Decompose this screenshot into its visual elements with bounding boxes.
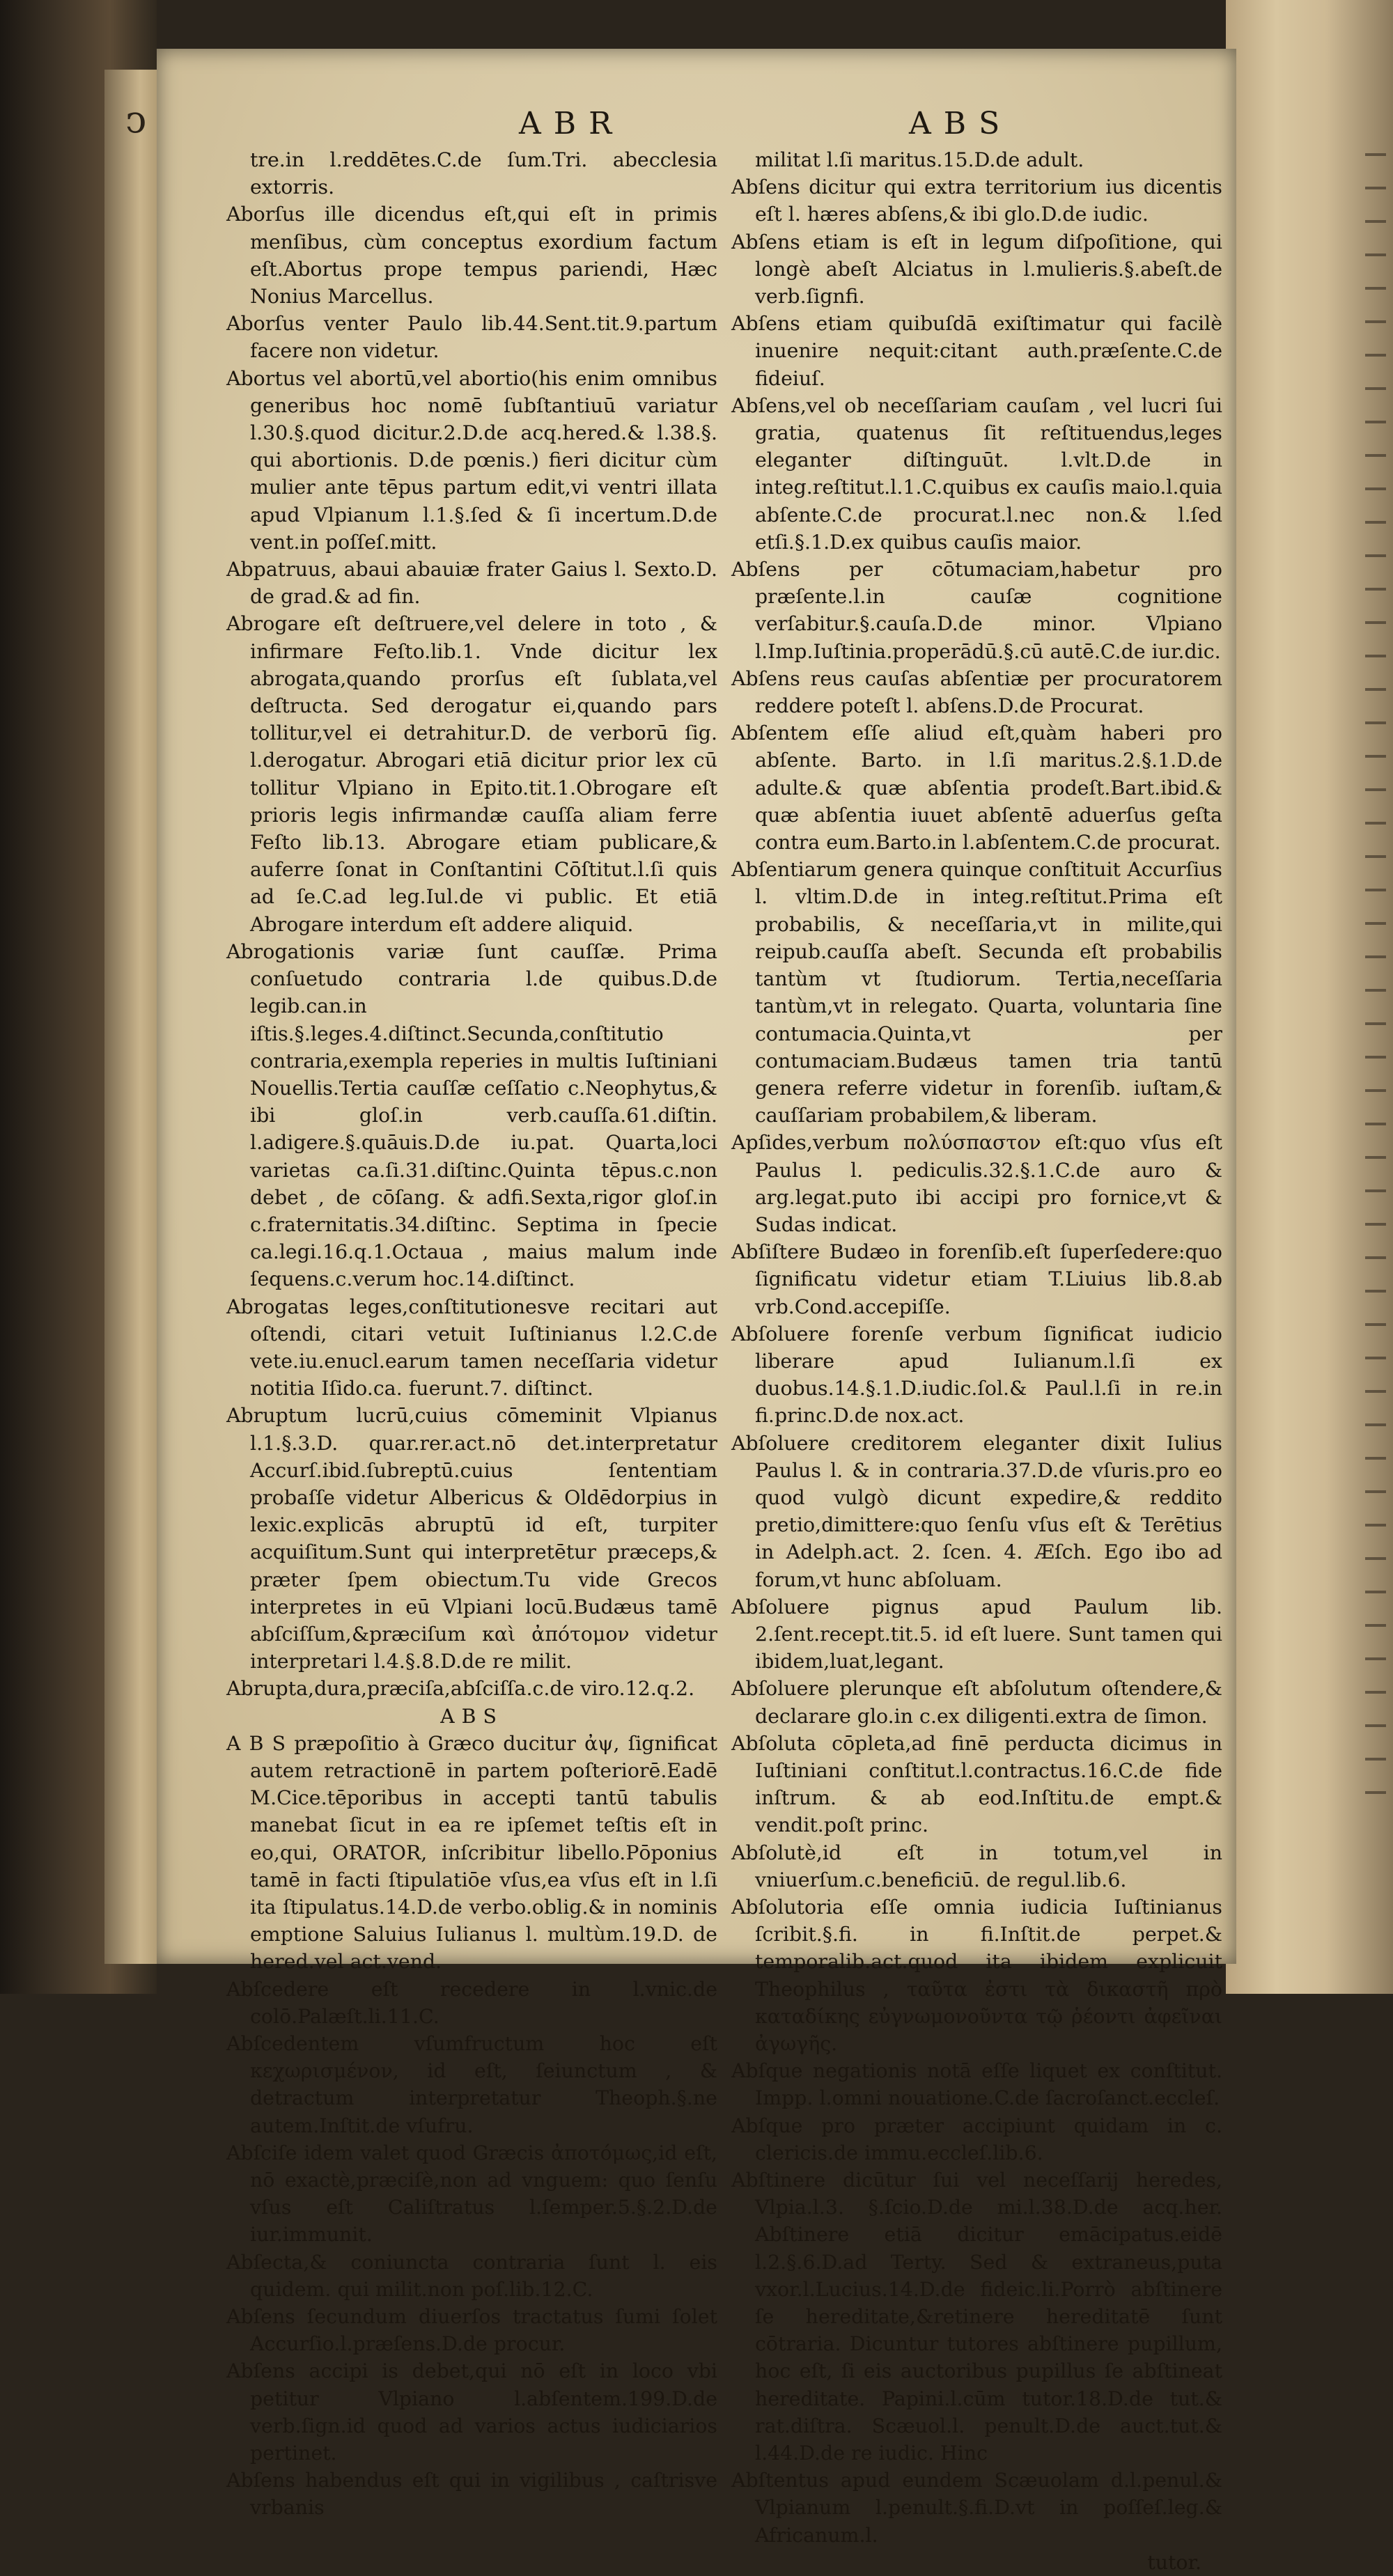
dictionary-entry: Abſens etiam is eſt in legum diſpoſitione, qui longè abeſt Alciatus in l.mulieris.§.abeſt.de verb.ſignfi.: [731, 230, 1222, 309]
dictionary-entry: Abrupta,dura,præciſa,abſciſſa.c.de viro.12.q.2.: [226, 1677, 695, 1701]
dictionary-entry: Abſolutoria eſſe omnia iudicia Iuſtinianus ſcribit.§.fi. in fi.Inſtit.de perpet.& temporalib.act.quod ita ibidem explicuit Theophilus , ταῦτα ἐστι τὰ δικαστῆ πρὸ καταδίκης εὐγνωμονοῦντα τῷ ῥέοντι ἀφεῖναι ἀγωγῆς.: [731, 1896, 1222, 2056]
dictionary-entry: Abrogationis variæ ſunt cauſſæ. Prima conſuetudo contraria l.de quibus.D.de legib.can.in iſtis.§.leges.4.diſtinct.Secunda,conſtitutio contraria,exempla reperies in multis Iuſtiniani Nouellis.Tertia cauſſæ ceſſatio c.Neophytus,& ibi gloſ.in verb.cauſſa.61.diſtin. l.adigere.§.quāuis.D.de iu.pat. Quarta,loci varietas ca.ſi.31.diſtinc.Quinta tēpus.c.non debet , de cōſang. & adfi.Sexta,rigor gloſ.in c.fraternitatis.34.diſtinc. Septima in ſpecie ca.legi.16.q.1.Octaua , maius malum inde ſequens.c.verum hoc.14.diſtinct.: [226, 939, 717, 1291]
previous-page-fragment: ↄ: [125, 97, 147, 141]
section-heading: ABS: [440, 1704, 504, 1728]
running-head-right: ABS: [909, 106, 1013, 141]
dictionary-entry: Abſens per cōtumaciam,habetur pro præſente.l.in cauſæ cognitione verſabitur.§.cauſa.D.de minor. Vlpiano l.Imp.Iuſtinia.properādū.§.cū autē.C.de iur.dic.: [731, 558, 1222, 663]
dictionary-entry: Aborſus venter Paulo lib.44.Sent.tit.9.partum facere non videtur.: [226, 312, 717, 363]
dictionary-entry: Abſtentus apud eundem Scæuolam d.l.penul.& Vlpianum l.penult.§.fi.D.vt in poſſeſ.leg.& Africanum.l.: [731, 2469, 1222, 2547]
dictionary-entry: Abruptum lucrū,cuius cōmeminit Vlpianus l.1.§.3.D. quar.rer.act.nō det.interpretatur Accurſ.ibid.ſubreptū.cuius ſententiam probaſſe videtur Albericus & Oldēdorpius in lexic.explicās abruptū id eſt, turpiter acquiſitum.Sunt qui interpretētur præceps,& præter ſpem obiectum.Tu vide Grecos interpretes in eū Vlpiani locū.Budæus tamē abſciſſum,&præciſum καὶ ἀπότομον videtur interpretari l.4.§.8.D.de re milit.: [226, 1404, 717, 1673]
dictionary-entry: Abſiſtere Budæo in forenſib.eſt ſuperſedere:quo ſignificatu videtur etiam T.Liuius lib.8.ab vrb.Cond.accepiſſe.: [731, 1240, 1222, 1318]
dictionary-entry: Abſciſe idem valet quod Græcis ἀποτόμως,id eſt, nō exactè,præciſè,non ad vnguem: quo ſenſu vſus eſt Caliſtratus l.ſemper.5.§.2.D.de iur.immunit.: [226, 2141, 717, 2247]
dictionary-entry: Abſoluere pignus apud Paulum lib. 2.ſent.recept.tit.5. id eſt luere. Sunt tamen qui ibidem,luat,legant.: [731, 1595, 1222, 1673]
dictionary-entry: Abſtinere dicūtur ſui vel neceſſarij heredes, Vlpia.l.3. §.ſcio.D.de mi.l.38.D.de acq.her. Abſtinere etiā dicitur emācipatus.eidē l.2.§.6.D.ad Terty. Sed & extraneus,puta vxor.l.Lucius.14.D.de fideic.li.Porrò abſtinere ſe hereditate,&retinere hereditatē ſunt cōtraria. Dicuntur tutores abſtinere pupillum, hoc eſt, ſi eis auctoribus pupillus ſe abſtineat hereditate. Papini.l.cūm tutor.18.D.de tut.& rat.diſtra. Scæuol.l. penult.D.de auct.tut.& l.44.D.de re iudic. Hinc: [731, 2169, 1222, 2465]
dictionary-entry: Apſides,verbum πολύσπαστον eſt:quo vſus eſt Paulus l. pediculis.32.§.1.C.de auro & arg.legat.puto ibi accipi pro fornice,vt & Sudas indicat.: [731, 1131, 1222, 1236]
dictionary-entry: Abſque negationis notā eſſe liquet ex conſtitut. Impp. l.omni nouatione.C.de ſacroſanct.eccleſ.: [731, 2059, 1222, 2110]
right-column: [731, 146, 1222, 2576]
left-column: [226, 146, 717, 2522]
dictionary-entry: Abſoluta cōpleta,ad finē perducta dicimus in Iuſtiniani conſtitut.l.contractus.16.C.de fide inſtrum. & ab eod.Inſtitu.de empt.& vendit.poſt princ.: [731, 1731, 1222, 1837]
dictionary-entry: Abſoluere forenſe verbum ſignificat iudicio liberare apud Iulianum.l.ſi ex duobus.14.§.1.D.iudic.ſol.& Paul.l.ſi in re.in fi.princ.D.de nox.act.: [731, 1322, 1222, 1428]
next-pages-edge: [1226, 0, 1393, 1994]
dictionary-entry: Abſens dicitur qui extra territorium ius dicentis eſt l. hæres abſens,& ibi glo.D.de iudic.: [731, 175, 1222, 226]
dictionary-entry: Abſens accipi is debet,qui nō eſt in loco vbi petitur Vlpiano l.abſentem.199.D.de verb.ſign.id quod ad varios actus iudiciarios pertinet.: [226, 2359, 717, 2465]
dictionary-entry: Abſoluere plerunque eſt abſolutum oſtendere,& declarare glo.in c.ex diligenti.extra de ſimon.: [731, 1677, 1222, 1728]
previous-page-edge: [104, 70, 164, 1964]
dictionary-entry: Abortus vel abortū,vel abortio(his enim omnibus generibus hoc nomē ſubſtantiuū variatur l.30.§.quod dicitur.2.D.de acq.hered.& l.38.§. qui abortionis. D.de pœnis.) fieri dicitur cùm mulier ante tēpus partum edit,vi ventri illata apud Vlpianum l.1.§.ſed & ſi incertum.D.de vent.in poſſeſ.mitt.: [226, 366, 717, 554]
dictionary-entry: Abſens,vel ob neceſſariam cauſam , vel lucri ſui gratia, quatenus ſit reſtituendus,leges eleganter diſtinguūt. l.vlt.D.de in integ.reſtitut.l.1.C.quibus ex cauſis maio.l.quia abſente.C.de procurat.l.nec non.& l.ſed etſi.§.1.D.ex quibus cauſis maior.: [731, 393, 1222, 554]
dictionary-entry: Abſens habendus eſt qui in vigilibus , caſtrisve vrbanis: [226, 2469, 717, 2520]
dictionary-entry: Abſecta,& coniuncta contraria ſunt l. eis quidem. qui milit.non poſ.lib.12.C.: [226, 2250, 717, 2301]
dictionary-entry: Abpatruus, abaui abauiæ frater Gaius l. Sexto.D. de grad.& ad fin.: [226, 558, 717, 609]
dictionary-entry: tutor.: [1147, 2550, 1201, 2574]
dictionary-entry: Abſoluere creditorem eleganter dixit Iulius Paulus l. & in contraria.37.D.de vſuris.pro eo quod vulgò dicunt expedire,& reddito pretio,dimittere:quo ſenſu vſus eſt & Terētius in Adelph.act. 2. ſcen. 4. Æſch. Ego ibo ad forum,vt hunc abſoluam.: [731, 1431, 1222, 1591]
page-edge-marks: [1365, 153, 1386, 1825]
dictionary-entry: Abrogare eſt deſtruere,vel delere in toto , & infirmare Feſto.lib.1. Vnde dicitur lex abrogata,quando prorſus eſt ſublata,vel deſtructa. Sed derogatur ei,quando pars tollitur,vel ei detrahitur.D. de verborū ſig. l.derogatur. Abrogari etiā dicitur prior lex cū tollitur Vlpiano in Epito.tit.1.Obrogare eſt prioris legis infirmandæ cauſſa aliam ferre Feſto lib.13. Abrogare etiam publicare,& auferre ſonat in Conſtantini Cōſtitut.l.ſi quis ad ſe.C.ad leg.Iul.de vi public. Et etiā Abrogare interdum eſt addere aliquid.: [226, 612, 717, 936]
dictionary-entry: Abſolutè,id eſt in totum,vel in vniuerſum.c.beneficiū. de regul.lib.6.: [731, 1841, 1222, 1891]
dictionary-entry: Abrogatas leges,conſtitutionesve recitari aut oſtendi, citari vetuit Iuſtinianus l.2.C.de vete.iu.enucl.earum tamen neceſſaria videtur notitia Iſido.ca. fuerunt.7. diſtinct.: [226, 1295, 717, 1400]
dictionary-entry: militat l.ſi maritus.15.D.de adult.: [755, 148, 1084, 171]
dictionary-entry: Aborſus ille dicendus eſt,qui eſt in primis menſibus, cùm conceptus exordium factum eſt.Abortus prope tempus pariendi, Hæc Nonius Marcellus.: [226, 203, 717, 309]
dictionary-entry: Abſque pro præter accipiunt quidam in c. clericis.de immu.eccleſ.lib.6.: [731, 2114, 1222, 2164]
book-page: [157, 49, 1236, 2574]
dictionary-entry: Abſcedere eſt recedere in l.vnic.de colō.Palæſt.li.11.C.: [226, 1977, 717, 2028]
dictionary-entry: Abſens ſecundum diuerſos tractatus ſumi ſolet Accurſio.l.præſens.D.de procur.: [226, 2305, 717, 2356]
running-head-left: ABR: [519, 106, 625, 141]
dictionary-entry: A B S præpoſitio à Græco ducitur ἀψ, ſignificat autem retractionē in partem poſteriorē.Eadē M.Cice.tēporibus in accepti tantū tabulis manebat ſicut in ea re ipſemet teſtis eſt in eo,qui, ORATOR, inſcribitur libello.Pōponius tamē in facti ſtipulatiōe vſus,ea vſus eſt in l.ſi ita ſtipulatus.14.D.de verbo.oblig.& in nominis emptione Saluius Iulianus l. multùm.19.D. de hered.vel act.vend.: [226, 1731, 717, 1974]
dictionary-entry: tre.in l.reddētes.C.de ſum.Tri. abecclesia extorris.: [250, 148, 717, 199]
dictionary-entry: Abſentiarum genera quinque conſtituit Accurſius l. vltim.D.de in integ.reſtitut.Prima eſt probabilis, & neceſſaria,vt in milite,qui reipub.cauſſa abeſt. Secunda eſt probabilis tantùm vt ſtudiorum. Tertia,neceſſaria tantùm,vt in relegato. Quarta, voluntaria ſine contumacia.Quinta,vt per contumaciam.Budæus tamen tria tantū genera referre videtur in forenſib. iuſtam,& cauſſariam probabilem,& liberam.: [731, 858, 1222, 1127]
dictionary-entry: Abſens etiam quibuſdā exiſtimatur qui facilè inuenire nequit:citant auth.præſente.C.de fideiuſ.: [731, 312, 1222, 390]
dictionary-entry: Abſens reus cauſas abſentiæ per procuratorem reddere poteſt l. abſens.D.de Procurat.: [731, 666, 1222, 718]
dictionary-entry: Abſcedentem vſumfructum hoc eſt κεχωρισμένον, id eſt, ſeiunctum , & detractum interpretatur Theoph.§.ne autem.Inſtit.de vſufru.: [226, 2032, 717, 2137]
dictionary-entry: Abſentem eſſe aliud eſt,quàm haberi pro abſente. Barto. in l.ſi maritus.2.§.1.D.de adulte.& quæ abſentia prodeſt.Bart.ibid.& quæ abſentia iuuet abſentē aduerſus geſta contra eum.Barto.in l.abſentem.C.de procurat.: [731, 721, 1222, 854]
